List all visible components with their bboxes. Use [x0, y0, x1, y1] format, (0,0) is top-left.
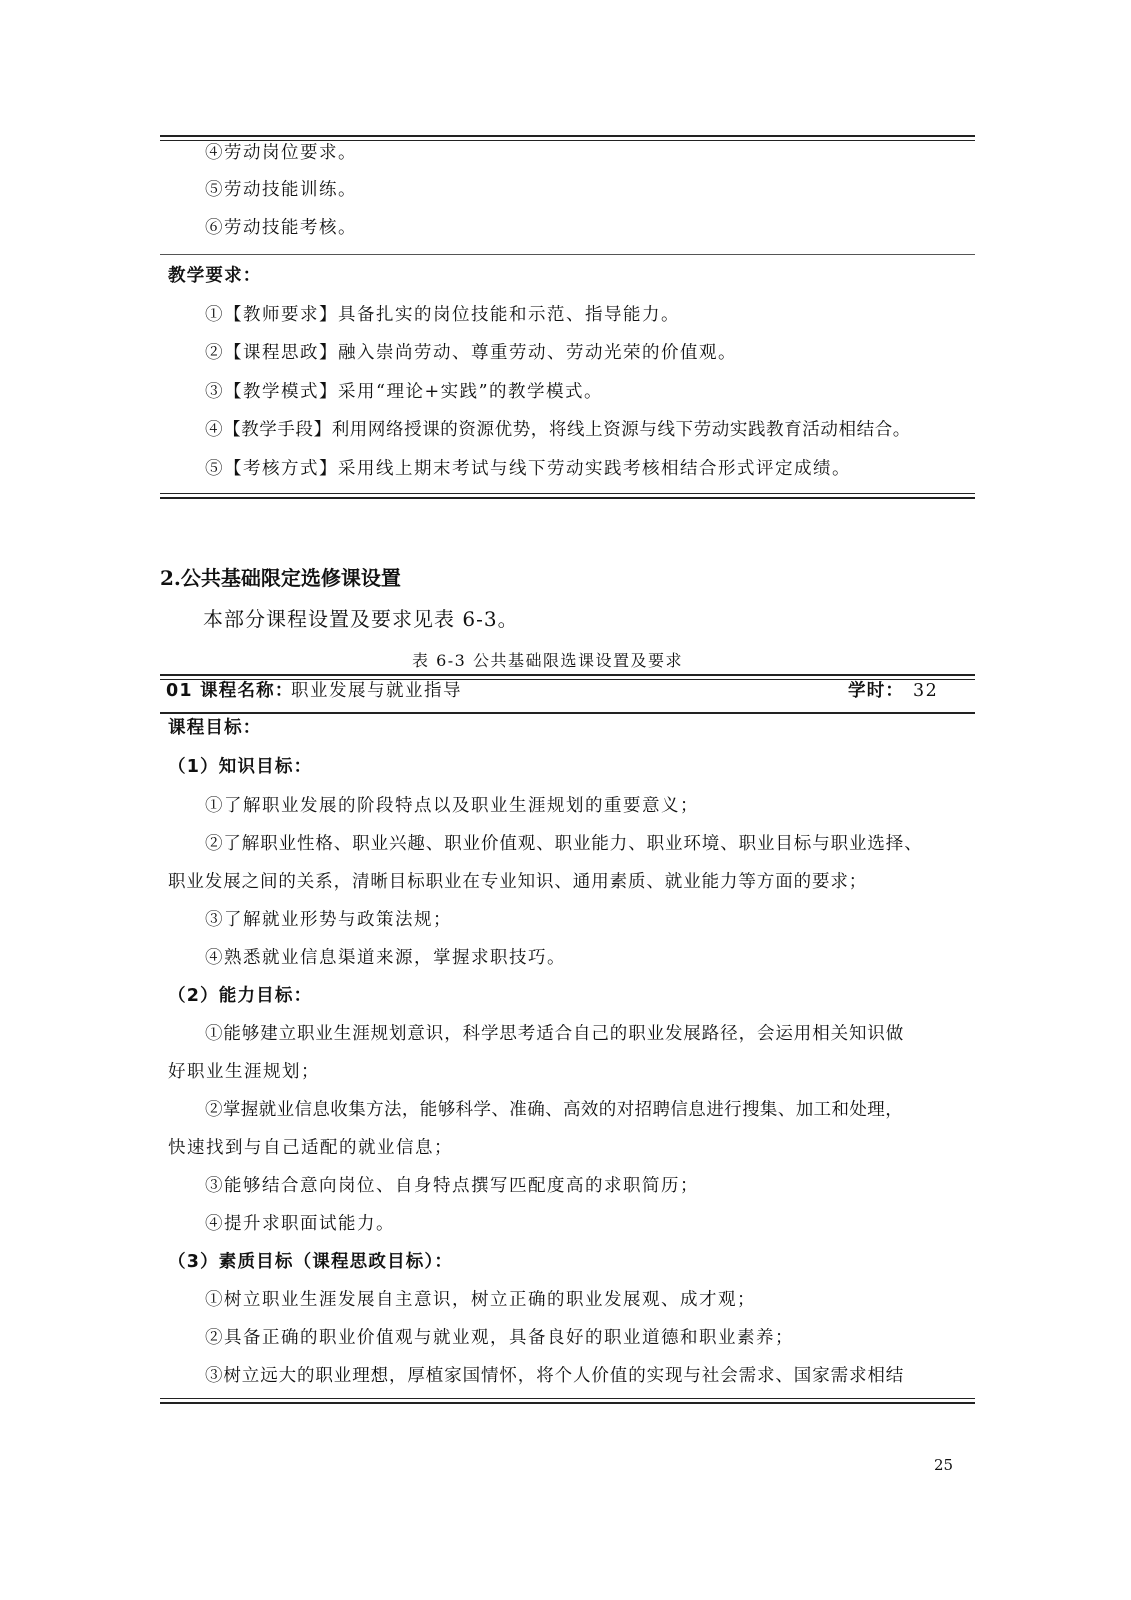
- list-item: ⑥劳动技能考核。: [205, 218, 357, 238]
- list-item: ⑤劳动技能训练。: [205, 180, 357, 200]
- course-name-value: 职业发展与就业指导: [291, 681, 462, 701]
- list-item: ①能够建立职业生涯规划意识，科学思考适合自己的职业发展路径，会运用相关知识做: [205, 1024, 905, 1044]
- list-item: ④熟悉就业信息渠道来源，掌握求职技巧。: [205, 948, 566, 968]
- list-item: 快速找到与自己适配的就业信息；: [168, 1138, 453, 1158]
- list-item: ②【课程思政】融入崇尚劳动、尊重劳动、劳动光荣的价值观。: [205, 343, 737, 363]
- hours-value: 32: [913, 681, 939, 701]
- ability-heading: （2）能力目标：: [168, 986, 313, 1006]
- table-bottom-border: [160, 1398, 975, 1404]
- row-divider: [160, 254, 975, 255]
- table-bottom-border: [160, 493, 975, 499]
- list-item: ①【教师要求】具备扎实的岗位技能和示范、指导能力。: [205, 305, 680, 325]
- course-goals-heading: 课程目标：: [168, 718, 262, 738]
- table-top-border: [160, 135, 975, 141]
- list-item: ③了解就业形势与政策法规；: [205, 910, 452, 930]
- row-divider: [160, 712, 975, 714]
- list-item: 好职业生涯规划；: [168, 1062, 320, 1082]
- knowledge-heading: （1）知识目标：: [168, 757, 313, 777]
- section-intro: 本部分课程设置及要求见表 6-3。: [203, 607, 519, 631]
- section-heading: 2.公共基础限定选修课设置: [160, 566, 401, 590]
- course-name-label: 01 课程名称：: [166, 681, 294, 701]
- list-item: ⑤【考核方式】采用线上期末考试与线下劳动实践考核相结合形式评定成绩。: [205, 459, 851, 479]
- list-item: ①树立职业生涯发展自主意识，树立正确的职业发展观、成才观；: [205, 1290, 756, 1310]
- hours-label: 学时：: [848, 681, 905, 701]
- list-item: ②具备正确的职业价值观与就业观，具备良好的职业道德和职业素养；: [205, 1328, 794, 1348]
- table-caption: 表 6-3 公共基础限选课设置及要求: [412, 651, 683, 670]
- list-item: ②了解职业性格、职业兴趣、职业价值观、职业能力、职业环境、职业目标与职业选择、: [205, 834, 923, 854]
- list-item: 职业发展之间的关系，清晰目标职业在专业知识、通用素质、就业能力等方面的要求；: [168, 872, 868, 892]
- page-number: 25: [934, 1456, 954, 1474]
- list-item: ③【教学模式】采用“理论+实践”的教学模式。: [205, 382, 604, 402]
- list-item: ④提升求职面试能力。: [205, 1214, 395, 1234]
- list-item: ④劳动岗位要求。: [205, 143, 357, 163]
- list-item: ③树立远大的职业理想，厚植家国情怀，将个人价值的实现与社会需求、国家需求相结: [205, 1366, 905, 1386]
- list-item: ④【教学手段】利用网络授课的资源优势，将线上资源与线下劳动实践教育活动相结合。: [205, 420, 911, 440]
- teaching-requirements-heading: 教学要求：: [168, 266, 262, 286]
- quality-heading: （3）素质目标（课程思政目标）：: [168, 1252, 454, 1272]
- list-item: ③能够结合意向岗位、自身特点撰写匹配度高的求职简历；: [205, 1176, 699, 1196]
- table-top-border: [160, 674, 975, 680]
- list-item: ②掌握就业信息收集方法，能够科学、准确、高效的对招聘信息进行搜集、加工和处理，: [205, 1100, 904, 1120]
- list-item: ①了解职业发展的阶段特点以及职业生涯规划的重要意义；: [205, 796, 699, 816]
